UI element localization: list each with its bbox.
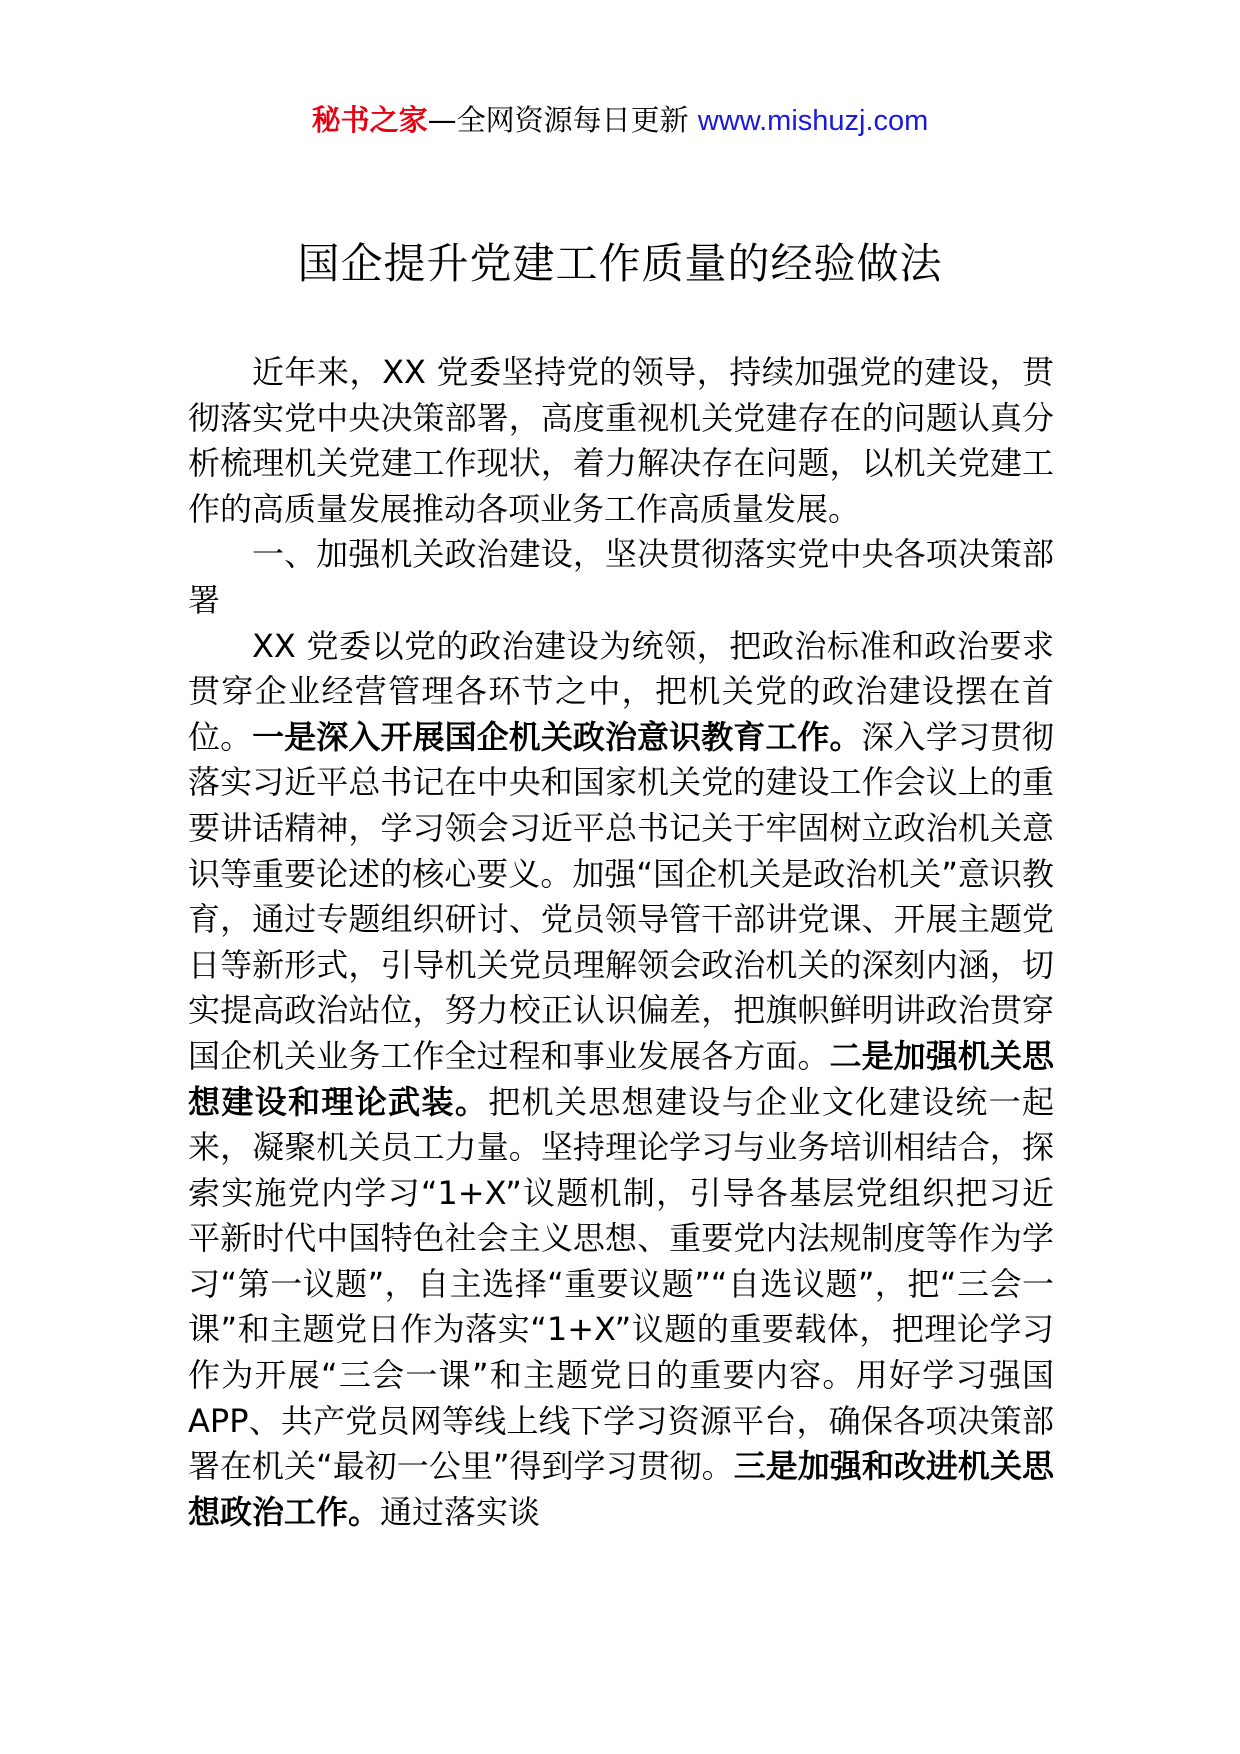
paragraph-text: XX 党委以党的政治建设为统领，把政治标准和政治要求贯穿企业经营管理各环节之中，把机关党的政治建设摆在首位。 [188, 626, 1054, 756]
site-tagline: —全网资源每日更新 [427, 103, 698, 137]
bold-point-2: 二是加强机关思想建设和理论武装。 [188, 1036, 1054, 1121]
document-title: 国企提升党建工作质量的经验做法 [297, 239, 943, 288]
bold-point-3: 三是加强和改进机关思想政治工作。 [188, 1447, 1054, 1531]
site-brand: 秘书之家 [311, 103, 428, 137]
site-header [0, 100, 1240, 141]
paragraph-text: 通过落实谈 [380, 1492, 541, 1531]
intro-paragraph: 近年来，XX 党委坚持党的领导，持续加强党的建设，贯彻落实党中央决策部署，高度重视机关党建存在的问题认真分析梳理机关党建工作现状，着力解决存在问题，以机关党建工作的高质量发展推动各项业务工作高质量发展。 [188, 353, 1054, 528]
paragraph-text: 把机关思想建设与企业文化建设统一起来，凝聚机关员工力量。坚持理论学习与业务培训相结合，探索实施党内学习“1+X”议题机制，引导各基层党组织把习近平新时代中国特色社会主义思想、重要党内法规制度等作为学习“第一议题”，自主选择“重要议题”“自选议题”，把“三会一课”和主题党日作为落实“1+X”议题的重要载体，把理论学习作为开展“三会一课”和主题党日的重要内容。用好学习强国 APP、共产党员网等线上线下学习资源平台，确保各项决策部署在机关“最初一公里”得到学习贯彻。 [188, 1082, 1054, 1486]
section-paragraph [188, 624, 1054, 1536]
section-heading: 一、加强机关政治建设，坚决贯彻落实党中央各项决策部署 [188, 535, 1054, 619]
paragraph-text: 深入学习贯彻落实习近平总书记在中央和国家机关党的建设工作会议上的重要讲话精神，学习领会习近平总书记关于牢固树立政治机关意识等重要论述的核心要义。加强“国企机关是政治机关”意识教育，通过专题组织研讨、党员领导管干部讲党课、开展主题党日等新形式，引导机关党员理解领会政治机关的深刻内涵，切实提高政治站位，努力校正认识偏差，把旗帜鲜明讲政治贯穿国企机关业务工作全过程和事业发展各方面。 [188, 717, 1054, 1075]
document-body [188, 350, 1054, 1535]
bold-point-1: 一是深入开展国企机关政治意识教育工作。 [252, 717, 862, 756]
site-url-link[interactable]: www.mishuzj.com [697, 105, 929, 137]
